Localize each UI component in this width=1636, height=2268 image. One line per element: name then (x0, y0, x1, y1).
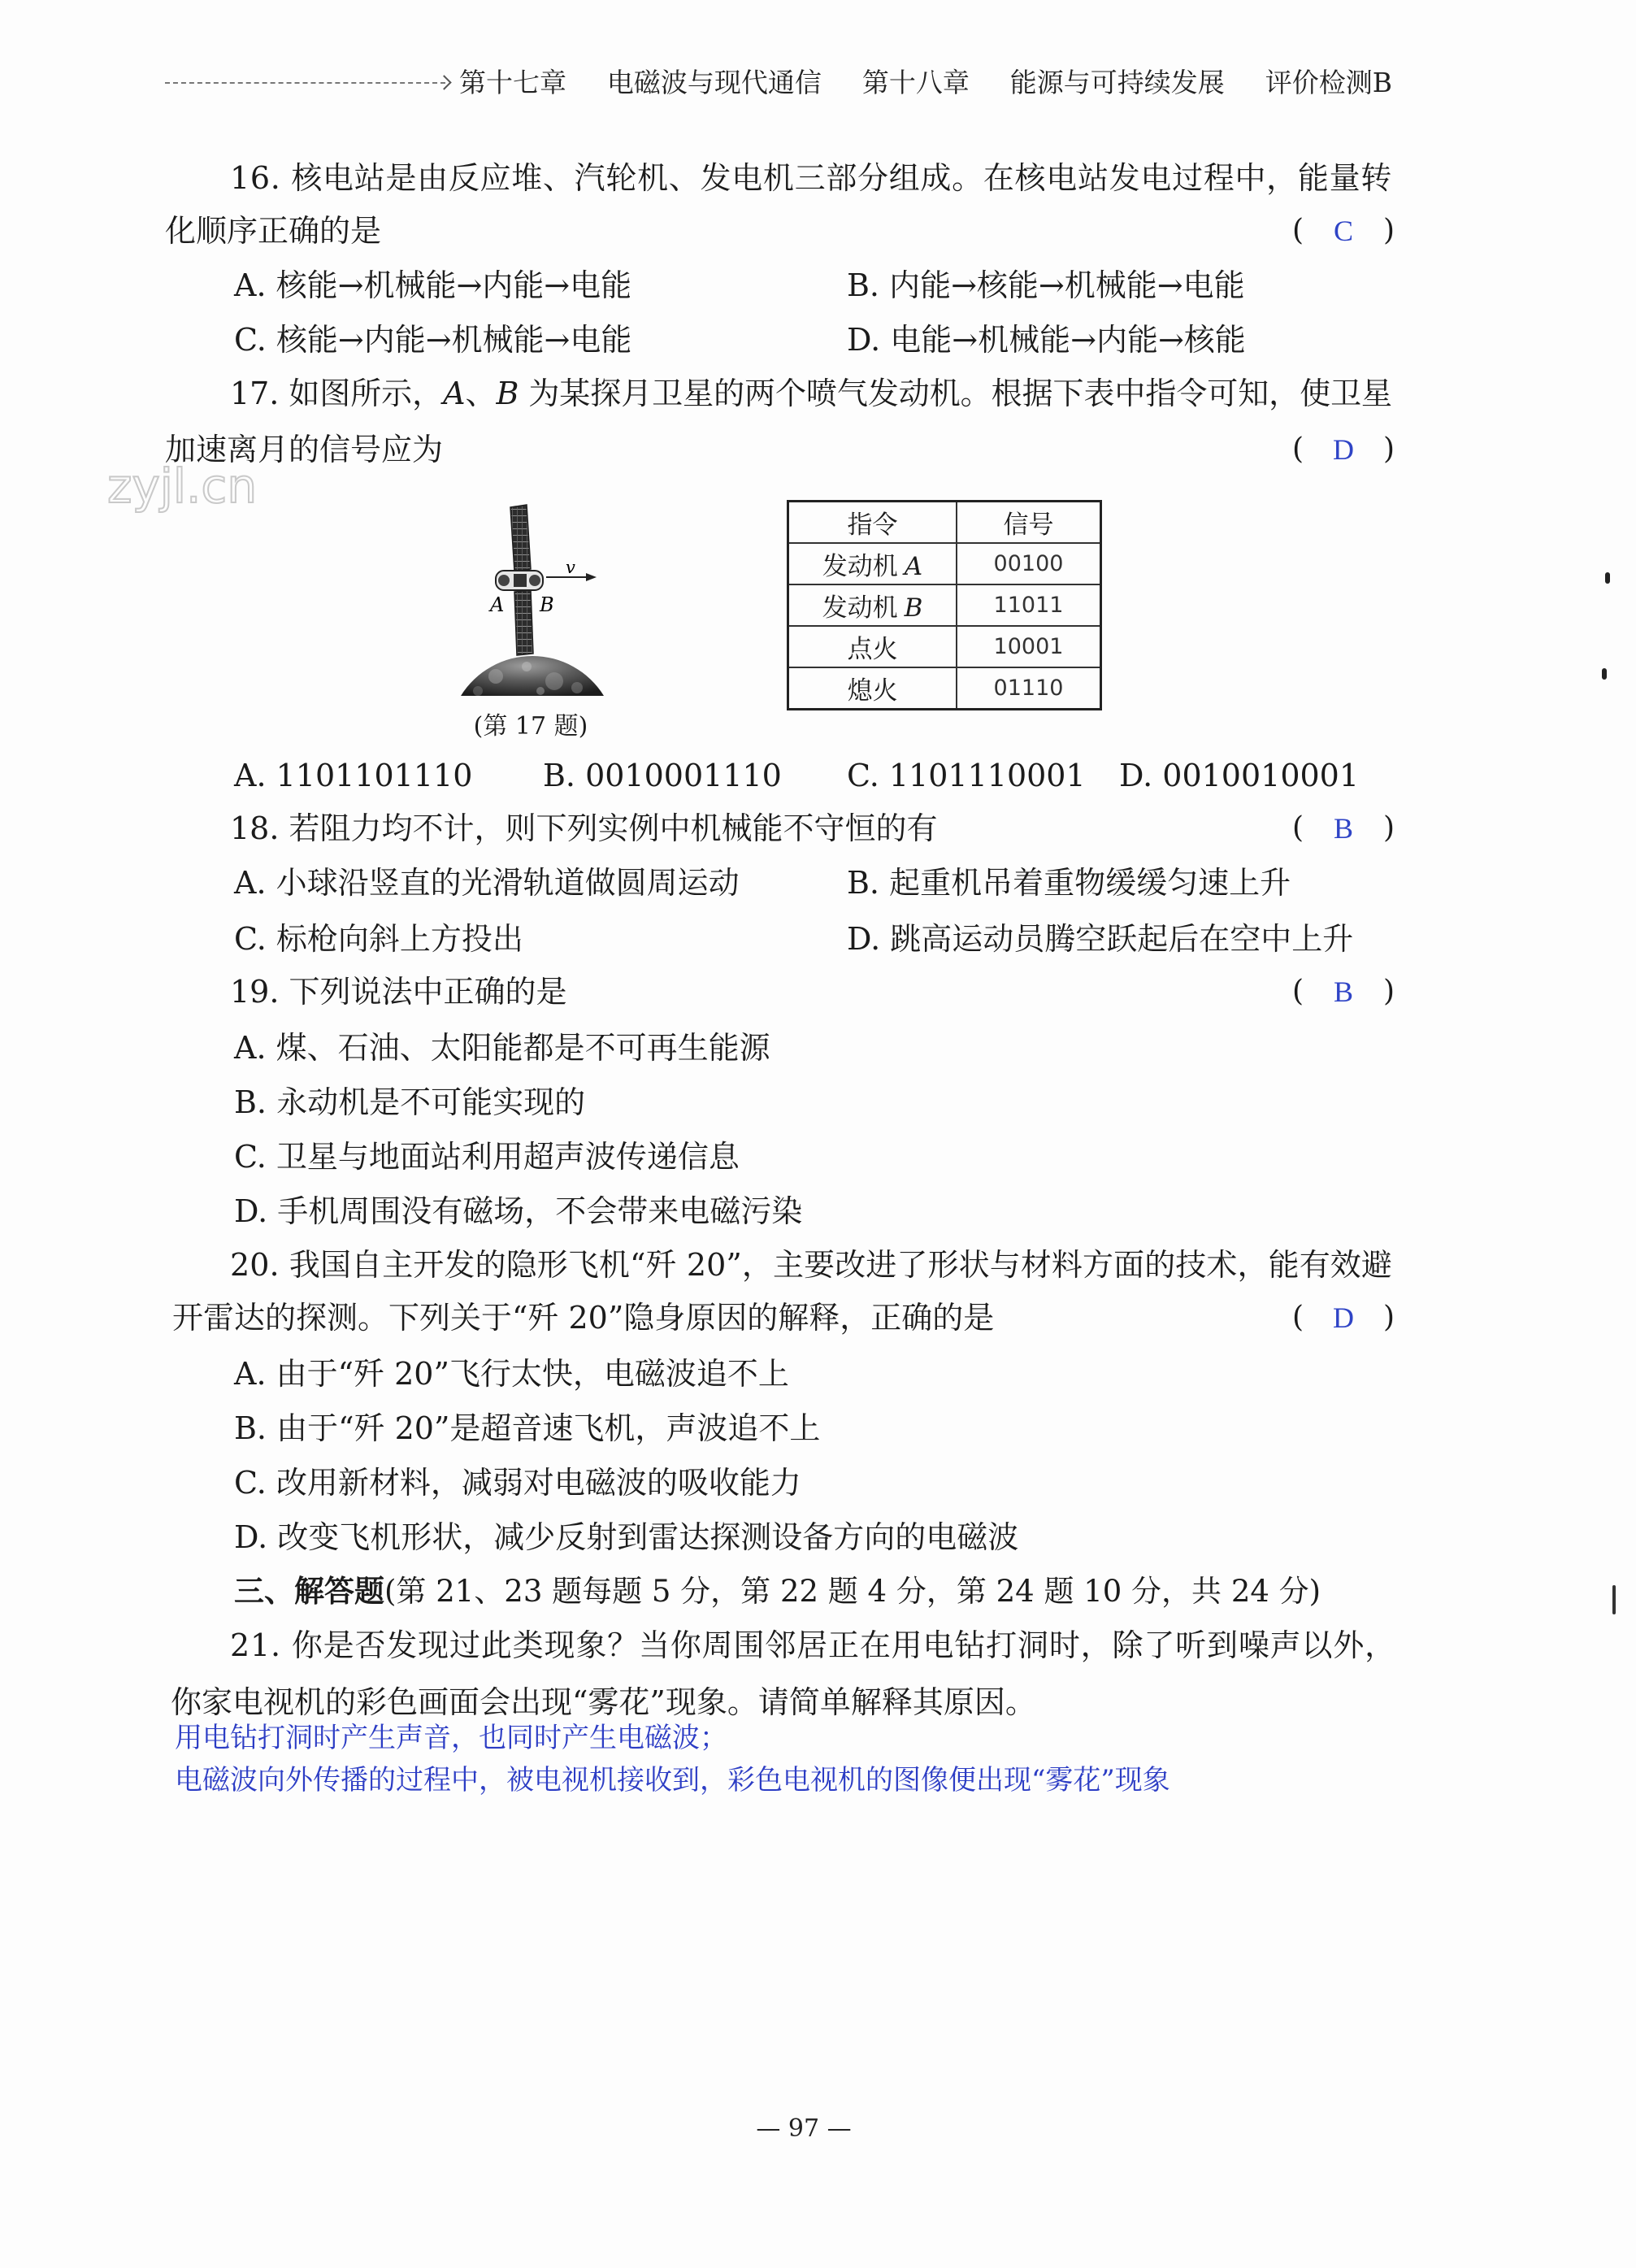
q18-answer: B (1333, 812, 1353, 845)
table-header-row (788, 502, 1101, 544)
q19-option-d: D. 手机周围没有磁场，不会带来电磁污染 (234, 1193, 803, 1229)
satellite-figure (439, 496, 626, 699)
q16-stem-line2: 化顺序正确的是 (165, 213, 382, 249)
q18-option-c: C. 标枪向斜上方投出 (234, 921, 523, 957)
q18-bracket-close: ) (1382, 811, 1395, 845)
scan-mark (1602, 668, 1607, 680)
q17-stem-line1 (230, 373, 1392, 414)
q20-option-b: B. 由于“歼 20”是超音速飞机，声波追不上 (234, 1410, 821, 1446)
q17-option-b: B. 0010001110 (543, 758, 782, 793)
section-3-title: 三、解答题 (234, 1573, 384, 1609)
q20-bracket-open: ( (1292, 1301, 1304, 1334)
scan-mark (1605, 572, 1610, 584)
table-row (788, 667, 1101, 710)
q18-option-b: B. 起重机吊着重物缓缓匀速上升 (847, 865, 1291, 901)
table-cell-command: 熄火 (788, 667, 957, 710)
q20-answer-bracket (1292, 1297, 1395, 1338)
table-cell-signal: 00100 (957, 543, 1101, 584)
header-chapter-18: 第十八章 (861, 67, 970, 98)
q20-option-d: D. 改变飞机形状，减少反射到雷达探测设备方向的电磁波 (234, 1519, 1019, 1555)
q17-option-c: C. 1101110001 (847, 758, 1086, 793)
q19-bracket-close: ) (1382, 975, 1395, 1008)
engine-a-nozzle (498, 575, 510, 586)
q20-answer: D (1333, 1301, 1354, 1334)
satellite-body (496, 571, 543, 590)
q16-bracket-close: ) (1382, 214, 1395, 247)
scan-mark (1612, 1585, 1616, 1614)
q17-stem-post: 为某探月卫星的两个喷气发动机。根据下表中指令可知，使卫星 (519, 376, 1392, 411)
header-arrow-icon (436, 75, 451, 89)
table-row (788, 543, 1101, 584)
q19-answer: B (1333, 975, 1353, 1008)
section-3-note: (第 21、23 题每题 5 分，第 22 题 4 分，第 24 题 10 分，共 24 分) (384, 1574, 1321, 1609)
q18-answer-bracket (1292, 808, 1395, 849)
q21-answer-line2: 电磁波向外传播的过程中，被电视机接收到，彩色电视机的图像便出现“雾花”现象 (175, 1764, 1170, 1797)
moon-crater (536, 687, 545, 695)
q20-bracket-close: ) (1382, 1301, 1395, 1334)
moon-crater (488, 669, 503, 684)
velocity-arrowhead (586, 573, 597, 581)
q20-stem-line2: 开雷达的探测。下列关于“歼 20”隐身原因的解释，正确的是 (172, 1300, 995, 1336)
figure-caption: (第 17 题) (473, 712, 588, 741)
q17-var-a: A (443, 376, 466, 411)
q17-bracket-close: ) (1382, 432, 1395, 466)
q21-stem-line2: 你家电视机的彩色画面会出现“雾花”现象。请简单解释其原因。 (171, 1684, 1036, 1720)
q18-option-d: D. 跳高运动员腾空跃起后在空中上升 (847, 921, 1354, 957)
command-var: B (904, 593, 923, 623)
q17-answer-bracket (1292, 429, 1395, 470)
table-cell-signal: 01110 (957, 667, 1101, 710)
q18-bracket-open: ( (1292, 811, 1304, 845)
q16-stem-line1: 16. 核电站是由反应堆、汽轮机、发电机三部分组成。在核电站发电过程中，能量转 (230, 160, 1392, 196)
upper-solar-panel (510, 505, 531, 571)
q17-stem-pre: 17. 如图所示， (230, 376, 444, 411)
table-cell-signal: 11011 (957, 584, 1101, 626)
header-chapter-17: 第十七章 (459, 67, 566, 98)
q17-bracket-open: ( (1292, 432, 1304, 466)
engine-b-label: B (540, 593, 554, 616)
header-dashed-rule (165, 82, 445, 84)
moon-crater (545, 672, 563, 690)
header-chapter-18-title: 能源与可持续发展 (1009, 67, 1225, 98)
q19-stem: 19. 下列说法中正确的是 (230, 974, 567, 1010)
page-number: — 97 — (756, 2114, 852, 2143)
q18-stem: 18. 若阻力均不计，则下列实例中机械能不守恒的有 (230, 810, 938, 846)
engine-b-nozzle (529, 575, 540, 586)
q16-option-a: A. 核能→机械能→内能→电能 (234, 267, 632, 303)
table-cell-command (788, 543, 957, 584)
table-cell-command (788, 584, 957, 626)
section-3-heading (234, 1571, 1321, 1611)
q17-stem-line2: 加速离月的信号应为 (165, 432, 444, 467)
signal-table (787, 500, 1102, 710)
table-cell-signal: 10001 (957, 626, 1101, 667)
table-row (788, 626, 1101, 667)
q17-var-b: B (496, 376, 519, 411)
q20-option-a: A. 由于“歼 20”飞行太快，电磁波追不上 (234, 1356, 789, 1392)
velocity-label: v (566, 558, 575, 577)
q18-option-a: A. 小球沿竖直的光滑轨道做圆周运动 (234, 865, 740, 901)
command-label: 发动机 (822, 593, 898, 623)
q16-bracket-open: ( (1292, 214, 1304, 247)
q19-bracket-open: ( (1292, 975, 1304, 1008)
page-header (459, 65, 1392, 101)
q16-option-d: D. 电能→机械能→内能→核能 (847, 322, 1246, 358)
q16-option-c: C. 核能→内能→机械能→电能 (234, 322, 632, 358)
q19-answer-bracket (1292, 971, 1395, 1012)
command-var: A (904, 552, 923, 581)
moon-crater (571, 682, 583, 693)
lower-solar-panel (514, 590, 533, 655)
q19-option-b: B. 永动机是不可能实现的 (234, 1084, 586, 1120)
watermark: zyjl.cn (107, 458, 258, 514)
q16-answer-bracket (1292, 211, 1395, 251)
table-cell-command: 点火 (788, 626, 957, 667)
header-test-label: 评价检测B (1265, 67, 1392, 98)
engine-a-label: A (490, 593, 505, 616)
q19-option-a: A. 煤、石油、太阳能都是不可再生能源 (234, 1030, 770, 1066)
q17-answer: D (1333, 433, 1354, 466)
q21-stem-line1: 21. 你是否发现过此类现象？当你周围邻居正在用电钻打洞时，除了听到噪声以外， (230, 1627, 1396, 1663)
moon-crater (522, 662, 532, 671)
command-label: 发动机 (822, 552, 898, 581)
table-header-command: 指令 (788, 502, 957, 544)
q16-option-b: B. 内能→核能→机械能→电能 (847, 267, 1245, 303)
q20-option-c: C. 改用新材料，减弱对电磁波的吸收能力 (234, 1465, 801, 1501)
q19-option-c: C. 卫星与地面站利用超声波传递信息 (234, 1139, 740, 1175)
q21-answer-line1: 用电钻打洞时产生声音，也同时产生电磁波； (175, 1722, 727, 1754)
q20-stem-line1: 20. 我国自主开发的隐形飞机“歼 20”，主要改进了形状与材料方面的技术，能有效避 (230, 1247, 1392, 1283)
q16-answer: C (1333, 215, 1353, 247)
header-chapter-17-title: 电磁波与现代通信 (606, 67, 822, 98)
q17-option-a: A. 1101101110 (234, 758, 473, 793)
q17-option-d: D. 0010010001 (1119, 758, 1360, 793)
q17-stem-sep: 、 (465, 376, 497, 411)
table-row (788, 584, 1101, 626)
table-header-signal: 信号 (957, 502, 1101, 544)
moon-crater (473, 686, 483, 696)
